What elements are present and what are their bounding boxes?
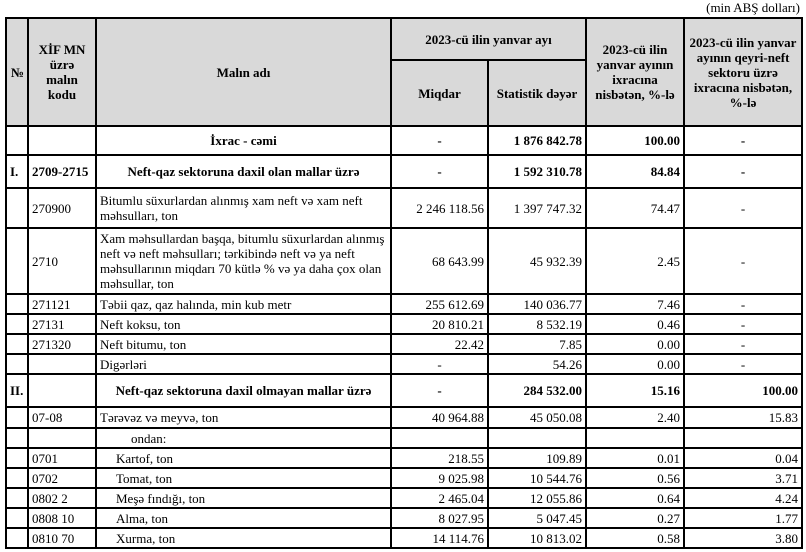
cell-share-nonoil: 0.04 bbox=[684, 448, 802, 468]
cell-quantity: - bbox=[391, 155, 488, 188]
cell-name: Xurma, ton bbox=[96, 528, 391, 548]
cell-no bbox=[6, 354, 28, 374]
cell-stat-value: 45 932.39 bbox=[488, 228, 586, 294]
cell-code bbox=[28, 374, 96, 407]
col-header-period-group: 2023-cü ilin yanvar ayı bbox=[391, 18, 586, 60]
cell-stat-value: 284 532.00 bbox=[488, 374, 586, 407]
cell-code bbox=[28, 428, 96, 448]
cell-share-total: 7.46 bbox=[586, 294, 684, 314]
cell-code: 2709-2715 bbox=[28, 155, 96, 188]
cell-stat-value: 1 592 310.78 bbox=[488, 155, 586, 188]
cell-code: 0810 70 bbox=[28, 528, 96, 548]
cell-no bbox=[6, 448, 28, 468]
cell-code bbox=[28, 354, 96, 374]
cell-stat-value: 7.85 bbox=[488, 334, 586, 354]
cell-quantity: 40 964.88 bbox=[391, 407, 488, 428]
cell-stat-value: 45 050.08 bbox=[488, 407, 586, 428]
cell-name: Neft bitumu, ton bbox=[96, 334, 391, 354]
cell-share-nonoil: 15.83 bbox=[684, 407, 802, 428]
cell-name: İxrac - cəmi bbox=[96, 126, 391, 155]
cell-quantity: 2 246 118.56 bbox=[391, 188, 488, 228]
table-row bbox=[6, 354, 802, 374]
cell-share-total: 84.84 bbox=[586, 155, 684, 188]
cell-share-nonoil: - bbox=[684, 354, 802, 374]
cell-no bbox=[6, 228, 28, 294]
cell-quantity: 255 612.69 bbox=[391, 294, 488, 314]
cell-quantity: - bbox=[391, 374, 488, 407]
cell-no bbox=[6, 407, 28, 428]
table-row bbox=[6, 407, 802, 428]
cell-share-total: 0.00 bbox=[586, 334, 684, 354]
cell-no bbox=[6, 468, 28, 488]
table-row bbox=[6, 334, 802, 354]
cell-quantity: 218.55 bbox=[391, 448, 488, 468]
cell-quantity: - bbox=[391, 126, 488, 155]
cell-name: Təbii qaz, qaz halında, min kub metr bbox=[96, 294, 391, 314]
cell-name: Neft koksu, ton bbox=[96, 314, 391, 334]
cell-no bbox=[6, 428, 28, 448]
table-row bbox=[6, 155, 802, 188]
table-header bbox=[6, 18, 802, 126]
cell-no bbox=[6, 314, 28, 334]
cell-share-total: 15.16 bbox=[586, 374, 684, 407]
cell-no bbox=[6, 294, 28, 314]
table-row bbox=[6, 508, 802, 528]
cell-share-nonoil: - bbox=[684, 188, 802, 228]
cell-stat-value: 109.89 bbox=[488, 448, 586, 468]
cell-share-total: 2.40 bbox=[586, 407, 684, 428]
cell-no: II. bbox=[6, 374, 28, 407]
col-header-stat-value: Statistik dəyər bbox=[488, 60, 586, 126]
cell-share-total: 74.47 bbox=[586, 188, 684, 228]
cell-stat-value: 54.26 bbox=[488, 354, 586, 374]
cell-share-nonoil: 3.80 bbox=[684, 528, 802, 548]
cell-quantity: - bbox=[391, 354, 488, 374]
cell-share-nonoil: 3.71 bbox=[684, 468, 802, 488]
cell-no bbox=[6, 528, 28, 548]
cell-name: Digərləri bbox=[96, 354, 391, 374]
cell-stat-value: 8 532.19 bbox=[488, 314, 586, 334]
cell-name: Tərəvəz və meyvə, ton bbox=[96, 407, 391, 428]
cell-share-total: 0.56 bbox=[586, 468, 684, 488]
cell-code: 271320 bbox=[28, 334, 96, 354]
cell-no bbox=[6, 188, 28, 228]
cell-quantity: 22.42 bbox=[391, 334, 488, 354]
cell-code: 27131 bbox=[28, 314, 96, 334]
units-caption: (min ABŞ dolları) bbox=[706, 0, 800, 15]
cell-name: Tomat, ton bbox=[96, 468, 391, 488]
cell-name: Neft-qaz sektoruna daxil olmayan mallar üzrə bbox=[96, 374, 391, 407]
cell-stat-value bbox=[488, 428, 586, 448]
cell-stat-value: 10 813.02 bbox=[488, 528, 586, 548]
cell-quantity bbox=[391, 428, 488, 448]
cell-quantity: 14 114.76 bbox=[391, 528, 488, 548]
table-row bbox=[6, 488, 802, 508]
cell-stat-value: 1 876 842.78 bbox=[488, 126, 586, 155]
cell-share-nonoil bbox=[684, 428, 802, 448]
cell-share-nonoil: - bbox=[684, 294, 802, 314]
cell-share-nonoil: - bbox=[684, 126, 802, 155]
cell-name: Kartof, ton bbox=[96, 448, 391, 468]
table-row bbox=[6, 468, 802, 488]
cell-share-total: 100.00 bbox=[586, 126, 684, 155]
cell-code: 270900 bbox=[28, 188, 96, 228]
col-header-code: XİF MN üzrə malın kodu bbox=[28, 18, 96, 126]
cell-name: Neft-qaz sektoruna daxil olan mallar üzrə bbox=[96, 155, 391, 188]
cell-code: 07-08 bbox=[28, 407, 96, 428]
cell-no bbox=[6, 126, 28, 155]
cell-share-nonoil: 1.77 bbox=[684, 508, 802, 528]
cell-no bbox=[6, 508, 28, 528]
cell-code bbox=[28, 126, 96, 155]
cell-quantity: 8 027.95 bbox=[391, 508, 488, 528]
cell-no bbox=[6, 488, 28, 508]
cell-share-total: 0.01 bbox=[586, 448, 684, 468]
cell-quantity: 9 025.98 bbox=[391, 468, 488, 488]
cell-share-nonoil: 4.24 bbox=[684, 488, 802, 508]
col-header-share-nonoil-export: 2023-cü ilin yanvar ayının qeyri-neft sektoru üzrə ixracına nisbətən, %-lə bbox=[684, 18, 802, 126]
cell-share-total: 2.45 bbox=[586, 228, 684, 294]
cell-name: Meşə fındığı, ton bbox=[96, 488, 391, 508]
cell-stat-value: 140 036.77 bbox=[488, 294, 586, 314]
table-row bbox=[6, 314, 802, 334]
cell-share-total: 0.27 bbox=[586, 508, 684, 528]
cell-no: I. bbox=[6, 155, 28, 188]
cell-share-total: 0.46 bbox=[586, 314, 684, 334]
cell-share-nonoil: 100.00 bbox=[684, 374, 802, 407]
cell-share-nonoil: - bbox=[684, 155, 802, 188]
cell-stat-value: 10 544.76 bbox=[488, 468, 586, 488]
cell-share-total bbox=[586, 428, 684, 448]
cell-share-nonoil: - bbox=[684, 314, 802, 334]
cell-name: Alma, ton bbox=[96, 508, 391, 528]
table-row bbox=[6, 448, 802, 468]
cell-code: 2710 bbox=[28, 228, 96, 294]
table-row bbox=[6, 374, 802, 407]
cell-share-nonoil: - bbox=[684, 228, 802, 294]
cell-no bbox=[6, 334, 28, 354]
table-row bbox=[6, 126, 802, 155]
cell-stat-value: 12 055.86 bbox=[488, 488, 586, 508]
table-row bbox=[6, 188, 802, 228]
table-row bbox=[6, 428, 802, 448]
cell-share-nonoil: - bbox=[684, 334, 802, 354]
export-table bbox=[5, 17, 803, 549]
cell-stat-value: 5 047.45 bbox=[488, 508, 586, 528]
table-body bbox=[6, 126, 802, 548]
col-header-name: Malın adı bbox=[96, 18, 391, 126]
cell-code: 0702 bbox=[28, 468, 96, 488]
cell-code: 0808 10 bbox=[28, 508, 96, 528]
cell-share-total: 0.00 bbox=[586, 354, 684, 374]
cell-share-total: 0.64 bbox=[586, 488, 684, 508]
cell-share-total: 0.58 bbox=[586, 528, 684, 548]
cell-quantity: 68 643.99 bbox=[391, 228, 488, 294]
cell-name: Xam məhsullardan başqa, bitumlu süxurlardan alınmış neft və neft məhsulları; tərkibində neft və ya neft məhsullarının miqdarı 70 kütlə % və ya daha çox olan məhsullar, ton bbox=[96, 228, 391, 294]
cell-quantity: 20 810.21 bbox=[391, 314, 488, 334]
cell-quantity: 2 465.04 bbox=[391, 488, 488, 508]
table-row bbox=[6, 528, 802, 548]
table-row bbox=[6, 228, 802, 294]
cell-code: 0802 2 bbox=[28, 488, 96, 508]
table-row bbox=[6, 294, 802, 314]
col-header-no: № bbox=[6, 18, 28, 126]
cell-stat-value: 1 397 747.32 bbox=[488, 188, 586, 228]
col-header-share-total-export: 2023-cü ilin yanvar ayının ixracına nisbətən, %-lə bbox=[586, 18, 684, 126]
cell-name: ondan: bbox=[96, 428, 391, 448]
cell-name: Bitumlu süxurlardan alınmış xam neft və xam neft məhsulları, ton bbox=[96, 188, 391, 228]
cell-code: 0701 bbox=[28, 448, 96, 468]
col-header-quantity: Miqdar bbox=[391, 60, 488, 126]
cell-code: 271121 bbox=[28, 294, 96, 314]
